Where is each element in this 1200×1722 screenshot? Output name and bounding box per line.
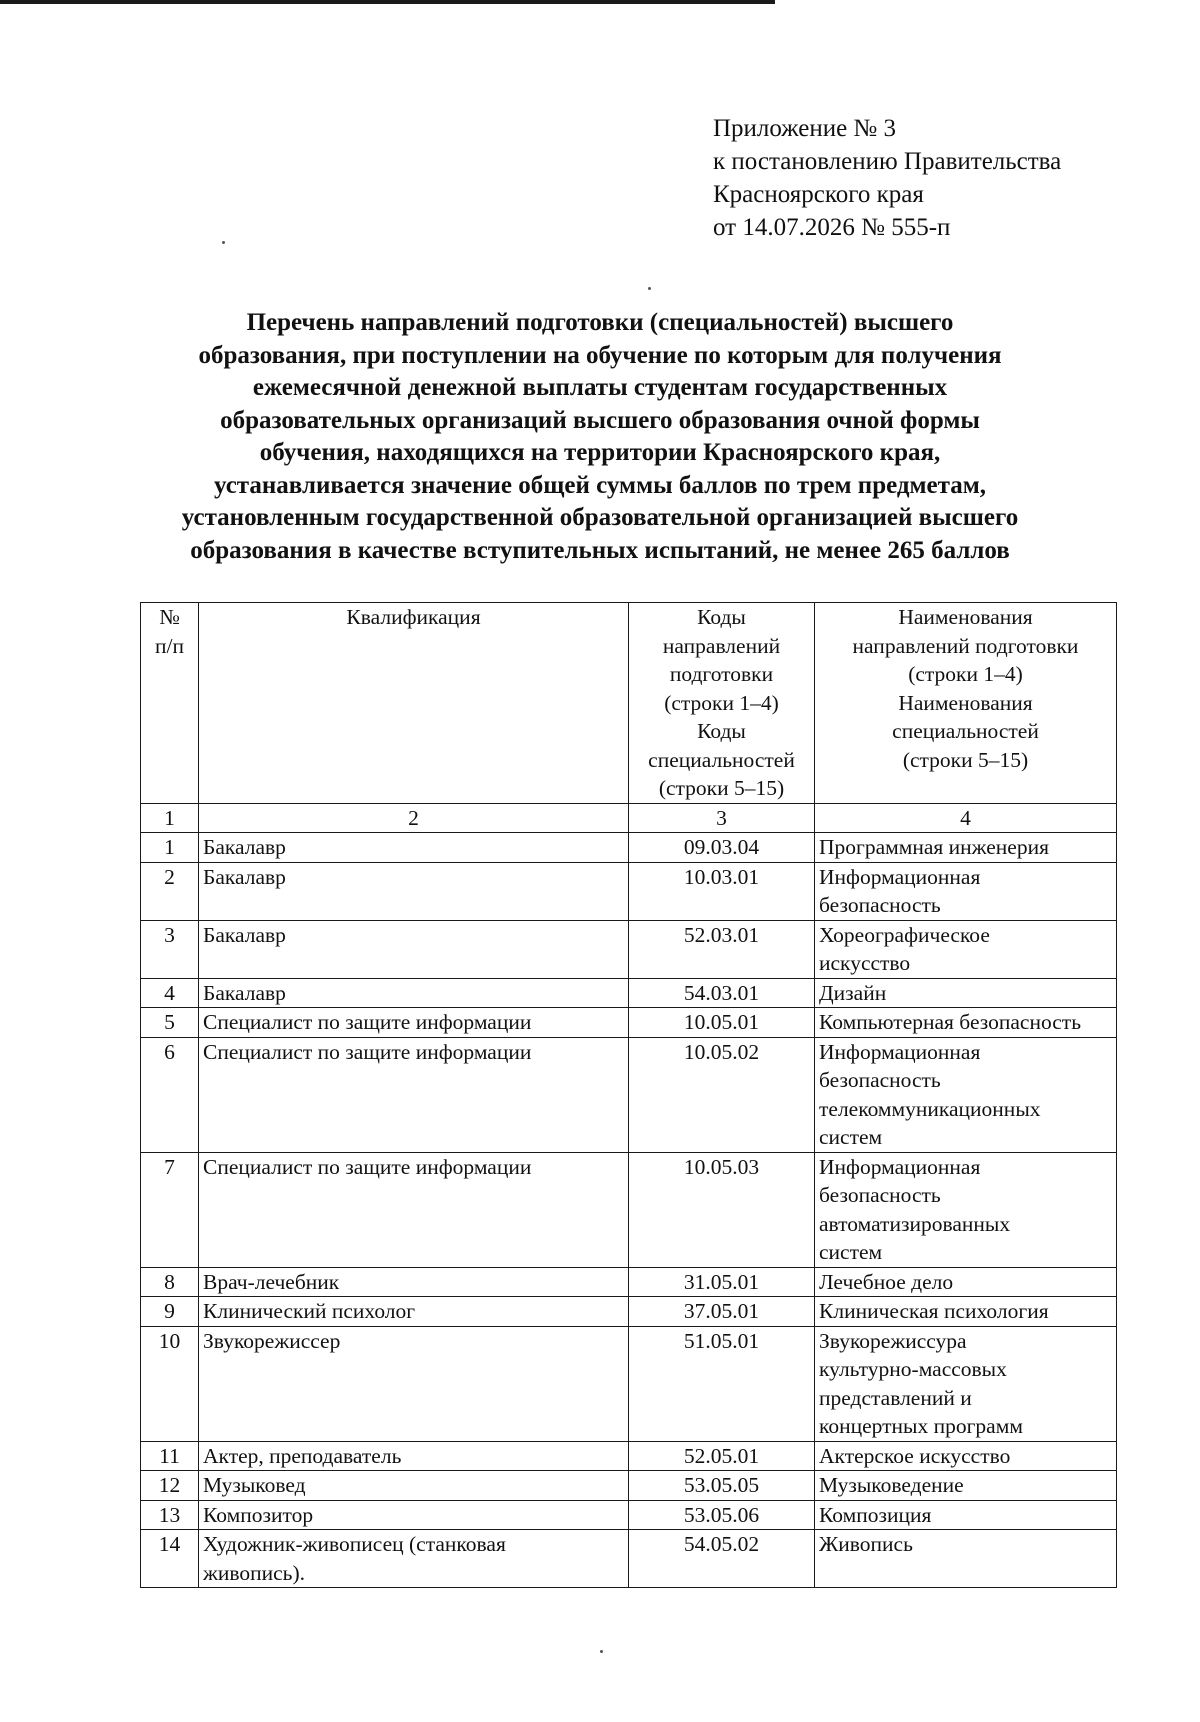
name-cell <box>815 1530 1117 1588</box>
row-number-cell: 7 <box>141 1152 199 1267</box>
qualification-cell-line: живопись). <box>203 1560 306 1585</box>
name-cell-line: безопасность <box>819 893 941 917</box>
name-cell <box>815 862 1117 920</box>
table-row <box>141 1471 1117 1501</box>
column-number-cell: 3 <box>629 803 815 833</box>
qualification-cell-line: Специалист по защите информации <box>203 1039 532 1064</box>
code-cell: 31.05.01 <box>629 1267 815 1297</box>
code-cell: 53.05.06 <box>629 1500 815 1530</box>
row-number-cell: 13 <box>141 1500 199 1530</box>
header-cell-codes-line: Коды <box>697 605 746 629</box>
name-cell-line: систем <box>819 1125 883 1149</box>
header-cell-codes <box>629 603 815 804</box>
code-cell: 37.05.01 <box>629 1297 815 1327</box>
name-cell-line: Компьютерная безопасность <box>819 1010 1082 1034</box>
header-cell-number-line: п/п <box>155 633 184 658</box>
name-cell-line: Хореографическое <box>819 922 990 947</box>
name-cell-line: Клиническая психология <box>819 1299 1049 1323</box>
table-row <box>141 1297 1117 1327</box>
name-cell <box>815 920 1117 978</box>
name-cell <box>815 1152 1117 1267</box>
name-cell <box>815 1500 1117 1530</box>
qualification-cell-line: Специалист по защите информации <box>203 1010 532 1034</box>
qualification-cell-line: Музыковед <box>203 1473 306 1497</box>
row-number-cell: 12 <box>141 1471 199 1501</box>
qualification-cell <box>199 1297 629 1327</box>
qualification-cell <box>199 978 629 1008</box>
table-row <box>141 978 1117 1008</box>
header-cell-number <box>141 603 199 804</box>
header-cell-qualification-line: Квалификация <box>346 605 481 629</box>
qualification-cell-line: Врач-лечебник <box>203 1269 340 1294</box>
code-cell: 51.05.01 <box>629 1326 815 1441</box>
row-number-cell: 9 <box>141 1297 199 1327</box>
qualification-cell <box>199 862 629 920</box>
header-cell-qualification <box>199 603 629 804</box>
name-cell-line: телекоммуникационных <box>819 1096 1041 1121</box>
table-row <box>141 1500 1117 1530</box>
code-cell: 53.05.05 <box>629 1471 815 1501</box>
name-cell-line: Актерское искусство <box>819 1443 1011 1468</box>
qualification-cell-line: Специалист по защите информации <box>203 1154 532 1179</box>
qualification-cell <box>199 1152 629 1267</box>
header-cell-codes-line: (строки 5–15) <box>658 776 785 800</box>
title-line: образования в качестве вступительных испытаний, не менее 265 баллов <box>190 536 1010 564</box>
qualification-cell-line: Композитор <box>203 1502 314 1527</box>
row-number-cell: 8 <box>141 1267 199 1297</box>
row-number-cell: 10 <box>141 1326 199 1441</box>
row-number-cell: 5 <box>141 1008 199 1038</box>
column-numbers-row <box>141 803 1117 833</box>
table-row <box>141 833 1117 863</box>
name-cell-line: Информационная <box>819 1039 981 1064</box>
header-cell-codes-line: Коды <box>697 719 746 743</box>
column-number-cell: 4 <box>815 803 1117 833</box>
code-cell: 52.03.01 <box>629 920 815 978</box>
row-number-cell: 1 <box>141 833 199 863</box>
header-cell-names <box>815 603 1117 804</box>
header-cell-codes-line: подготовки <box>669 662 774 686</box>
name-cell-line: представлений и <box>819 1385 972 1410</box>
name-cell-line: безопасность <box>819 1183 941 1207</box>
name-cell <box>815 833 1117 863</box>
name-cell-line: Информационная <box>819 1154 981 1179</box>
name-cell-line: Музыковедение <box>819 1473 964 1497</box>
scan-top-edge-line <box>0 0 775 4</box>
code-cell: 10.05.02 <box>629 1037 815 1152</box>
table-row <box>141 1441 1117 1471</box>
qualification-cell-line: Клинический психолог <box>203 1299 416 1323</box>
name-cell-line: Звукорежиссура <box>819 1328 967 1353</box>
name-cell-line: искусство <box>819 951 911 975</box>
name-cell <box>815 1326 1117 1441</box>
scan-speck <box>648 287 651 290</box>
code-cell: 10.05.03 <box>629 1152 815 1267</box>
name-cell-line: Информационная <box>819 864 981 889</box>
qualification-cell-line: Бакалавр <box>203 922 286 947</box>
qualification-cell <box>199 1471 629 1501</box>
row-number-cell: 6 <box>141 1037 199 1152</box>
table-row <box>141 1326 1117 1441</box>
code-cell: 54.05.02 <box>629 1530 815 1588</box>
table-row <box>141 1152 1117 1267</box>
code-cell: 52.05.01 <box>629 1441 815 1471</box>
appendix-line-4: от 14.07.2026 № 555-п <box>713 214 951 241</box>
title-line: ежемесячной денежной выплаты студентам государственных <box>252 374 948 401</box>
header-cell-names-line: Наименования <box>898 690 1033 715</box>
name-cell-line: Программная инженерия <box>819 835 1049 859</box>
qualification-cell <box>199 1441 629 1471</box>
qualification-cell <box>199 1008 629 1038</box>
table-row <box>141 1267 1117 1297</box>
appendix-line-2: к постановлению Правительства <box>713 148 1062 175</box>
title-line: образования, при поступлении на обучение по которым для получения <box>198 341 1002 369</box>
code-cell: 54.03.01 <box>629 978 815 1008</box>
column-number-cell: 2 <box>199 803 629 833</box>
qualification-cell-line: Художник-живописец (станковая <box>203 1532 506 1556</box>
qualification-cell <box>199 1500 629 1530</box>
table-row <box>141 862 1117 920</box>
name-cell <box>815 1037 1117 1152</box>
title-line: образовательных организаций высшего образования очной формы <box>220 406 980 434</box>
title-line: устанавливается значение общей суммы баллов по трем предметам, <box>213 471 987 499</box>
table-row <box>141 920 1117 978</box>
name-cell-line: автоматизированных <box>819 1211 1011 1236</box>
name-cell <box>815 1267 1117 1297</box>
qualification-cell <box>199 833 629 863</box>
table-header-row <box>141 603 1117 804</box>
scan-speck <box>600 1650 603 1653</box>
qualification-cell-line: Звукорежиссер <box>203 1328 341 1353</box>
document-title <box>140 307 1060 567</box>
header-cell-names-line: (строки 1–4) <box>908 662 1023 686</box>
scan-speck <box>222 241 225 244</box>
qualification-cell <box>199 1530 629 1588</box>
code-cell: 10.03.01 <box>629 862 815 920</box>
row-number-cell: 11 <box>141 1441 199 1471</box>
qualification-cell <box>199 920 629 978</box>
name-cell-line: концертных программ <box>819 1414 1023 1438</box>
title-line: обучения, находящихся на территории Красноярского края, <box>259 439 941 466</box>
header-cell-codes-line: направлений <box>662 633 781 658</box>
qualification-cell-line: Бакалавр <box>203 835 286 859</box>
row-number-cell: 4 <box>141 978 199 1008</box>
code-cell: 10.05.01 <box>629 1008 815 1038</box>
name-cell-line: Живопись <box>819 1532 913 1556</box>
qualification-cell-line: Бакалавр <box>203 864 286 889</box>
row-number-cell: 2 <box>141 862 199 920</box>
header-cell-names-line: Наименования <box>898 605 1033 629</box>
row-number-cell: 14 <box>141 1530 199 1588</box>
name-cell-line: Лечебное дело <box>819 1269 954 1294</box>
qualification-cell-line: Бакалавр <box>203 980 286 1005</box>
table-row <box>141 1008 1117 1038</box>
title-line: Перечень направлений подготовки (специальностей) высшего <box>246 309 954 336</box>
header-cell-number-line: № <box>159 605 180 629</box>
name-cell-line: систем <box>819 1240 883 1264</box>
name-cell <box>815 978 1117 1008</box>
appendix-line-3: Красноярского края <box>713 181 924 208</box>
name-cell-line: культурно-массовых <box>819 1357 1007 1381</box>
header-cell-codes-line: специальностей <box>648 747 795 772</box>
table-row <box>141 1530 1117 1588</box>
header-cell-names-line: специальностей <box>892 719 1039 743</box>
column-number-cell: 1 <box>141 803 199 833</box>
qualification-cell <box>199 1267 629 1297</box>
name-cell-line: Дизайн <box>819 980 887 1005</box>
name-cell <box>815 1297 1117 1327</box>
header-cell-names-line: направлений подготовки <box>852 633 1079 658</box>
table-row <box>141 1037 1117 1152</box>
qualification-cell <box>199 1326 629 1441</box>
header-cell-names-line: (строки 5–15) <box>902 747 1029 772</box>
title-line: установленным государственной образовательной организацией высшего <box>181 504 1019 531</box>
name-cell-line: безопасность <box>819 1068 941 1092</box>
name-cell <box>815 1471 1117 1501</box>
specialties-table <box>140 602 1117 1588</box>
qualification-cell <box>199 1037 629 1152</box>
qualification-cell-line: Актер, преподаватель <box>203 1443 402 1468</box>
name-cell-line: Композиция <box>819 1502 932 1527</box>
name-cell <box>815 1008 1117 1038</box>
code-cell: 09.03.04 <box>629 833 815 863</box>
name-cell <box>815 1441 1117 1471</box>
appendix-header <box>713 112 1061 244</box>
appendix-line-1: Приложение № 3 <box>713 115 897 142</box>
header-cell-codes-line: (строки 1–4) <box>664 690 779 715</box>
row-number-cell: 3 <box>141 920 199 978</box>
